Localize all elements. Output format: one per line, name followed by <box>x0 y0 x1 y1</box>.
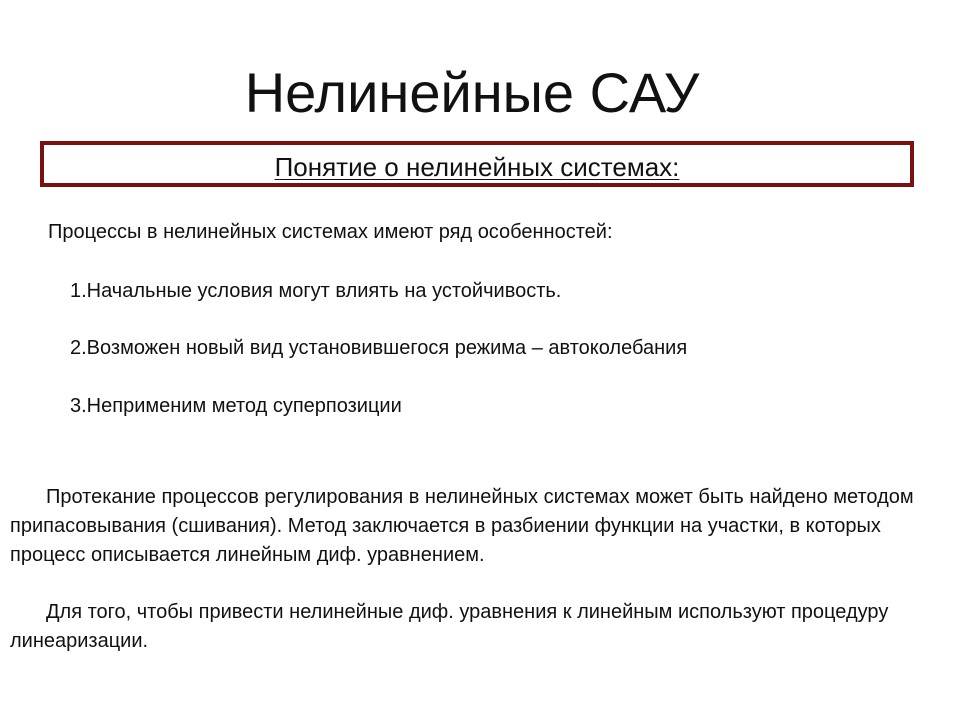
subtitle-text: Понятие о нелинейных системах: <box>274 152 680 182</box>
paragraph-stitching-method: Протекание процессов регулирования в нелинейных системах может быть найдено методом припасовывания (сшивания). Метод заключается в разбиении функции на участки, в которых процесс описывается линейным диф. уравнением. <box>10 486 914 566</box>
paragraph-linearization: Для того, чтобы привести нелинейные диф. уравнения к линейным используют процедуру линеаризации. <box>10 601 889 652</box>
list-item: 1.Начальные условия могут влиять на устойчивость. <box>70 280 562 302</box>
slide-title: Нелинейные САУ <box>244 61 700 124</box>
list-item: 2.Возможен новый вид установившегося режима – автоколебания <box>70 337 688 359</box>
subtitle-box <box>40 141 914 187</box>
list-item: 3.Неприменим метод суперпозиции <box>70 395 402 417</box>
intro-text: Процессы в нелинейных системах имеют ряд особенностей: <box>48 221 613 243</box>
